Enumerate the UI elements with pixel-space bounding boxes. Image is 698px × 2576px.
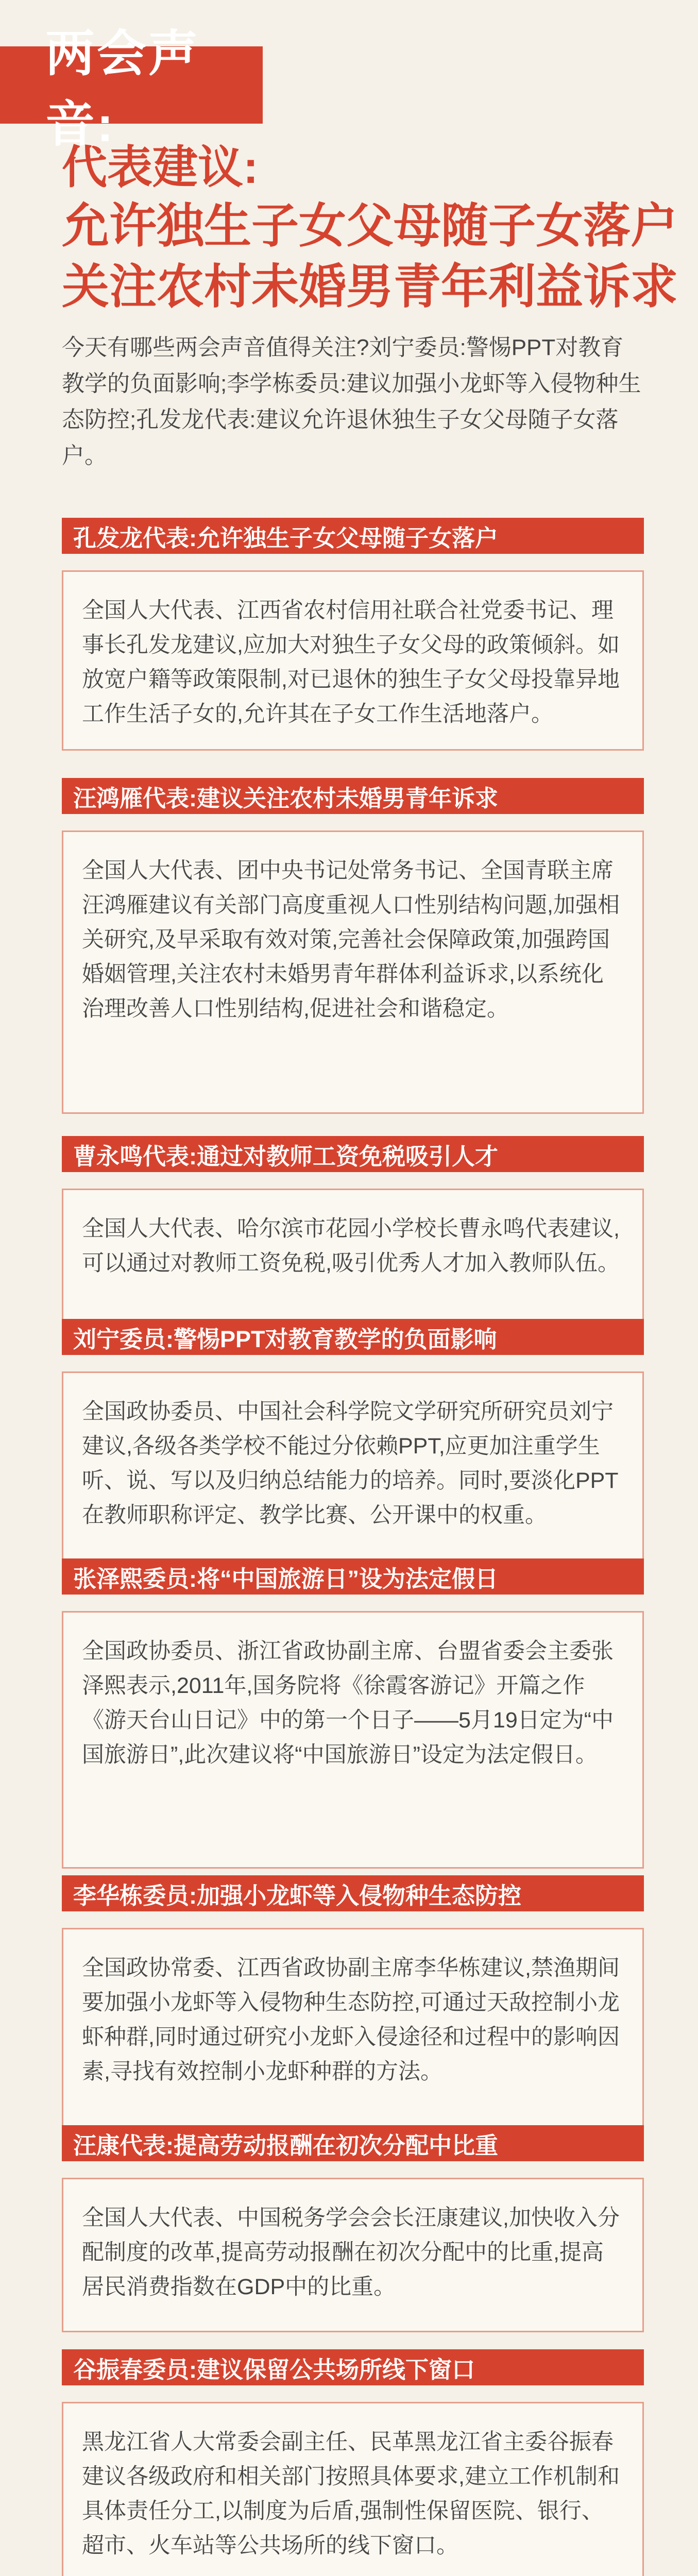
section-heading: 汪康代表:提高劳动报酬在初次分配中比重 (62, 2125, 644, 2161)
section-wang-kang (62, 2125, 644, 2299)
section-body: 全国人大代表、哈尔滨市花园小学校长曹永鸣代表建议,可以通过对教师工资免税,吸引优秀人才加入教师队伍。 (62, 1189, 644, 1333)
section-zhang-zexi (62, 1558, 644, 1767)
section-heading: 刘宁委员:警惕PPT对教育教学的负面影响 (62, 1319, 644, 1355)
section-heading: 李华栋委员:加强小龙虾等入侵物种生态防控 (62, 1875, 644, 1911)
intro-paragraph: 今天有哪些两会声音值得关注?刘宁委员:警惕PPT对教育教学的负面影响;李学栋委员:建议加强小龙虾等入侵物种生态防控;孔发龙代表:建议允许退休独生子女父母随子女落户。 (62, 335, 641, 468)
section-heading: 汪鸿雁代表:建议关注农村未婚男青年诉求 (62, 778, 644, 814)
section-body: 全国人大代表、江西省农村信用社联合社党委书记、理事长孔发龙建议,应加大对独生子女父母的政策倾斜。如放宽户籍等政策限制,对已退休的独生子女父母投靠异地工作生活子女的,允许其在子女工作生活地落户。 (62, 570, 644, 751)
section-heading: 谷振春委员:建议保留公共场所线下窗口 (62, 2349, 644, 2385)
section-body: 黑龙江省人大常委会副主任、民革黑龙江省主委谷振春建议各级政府和相关部门按照具体要求,建立工作机制和具体责任分工,以制度为后盾,强制性保留医院、银行、超市、火车站等公共场所的线下窗口。 (62, 2402, 644, 2576)
section-heading: 孔发龙代表:允许独生子女父母随子女落户 (62, 518, 644, 554)
section-body: 全国政协常委、江西省政协副主席李华栋建议,禁渔期间要加强小龙虾等入侵物种生态防控,可通过天敌控制小龙虾种群,同时通过研究小龙虾入侵途径和过程中的影响因素,寻找有效控制小龙虾种群的方法。 (62, 1928, 644, 2144)
section-body: 全国政协委员、中国社会科学院文学研究所研究员刘宁建议,各级各类学校不能过分依赖PPT,应更加注重学生听、说、写以及归纳总结能力的培养。同时,要淡化PPT在教师职称评定、教学比赛、公开课中的权重。 (62, 1371, 644, 1588)
section-kong-falong (62, 518, 644, 726)
section-liu-ning (62, 1319, 644, 1528)
section-body: 全国人大代表、团中央书记处常务书记、全国青联主席汪鸿雁建议有关部门高度重视人口性别结构问题,加强相关研究,及早采取有效对策,完善社会保障政策,加强跨国婚姻管理,关注农村未婚男青年群体利益诉求,以系统化治理改善人口性别结构,促进社会和谐稳定。 (62, 831, 644, 1114)
section-gu-zhenchun (62, 2349, 644, 2558)
title-line-2: 允许独生子女父母随子女落户 (62, 200, 678, 252)
section-li-huadong (62, 1875, 644, 2084)
header-tag-text: 两会声音: (45, 26, 200, 152)
section-cao-yongming (62, 1136, 644, 1276)
section-heading: 曹永鸣代表:通过对教师工资免税吸引人才 (62, 1136, 644, 1172)
section-wang-hongyan (62, 778, 644, 1021)
section-body: 全国政协委员、浙江省政协副主席、台盟省委会主委张泽熙表示,2011年,国务院将《徐霞客游记》开篇之作《游天台山日记》中的第一个日子——5月19日定为“中国旅游日”,此次建议将“中国旅游日”设定为法定假日。 (62, 1611, 644, 1869)
title-line-1: 代表建议: (62, 142, 259, 193)
header-tag (0, 26, 263, 152)
section-body: 全国人大代表、中国税务学会会长汪康建议,加快收入分配制度的改革,提高劳动报酬在初次分配中的比重,提高居民消费指数在GDP中的比重。 (62, 2178, 644, 2332)
title-line-3: 关注农村未婚男青年利益诉求 (62, 261, 678, 313)
title-block (62, 139, 678, 317)
section-heading: 张泽熙委员:将“中国旅游日”设为法定假日 (62, 1558, 644, 1595)
